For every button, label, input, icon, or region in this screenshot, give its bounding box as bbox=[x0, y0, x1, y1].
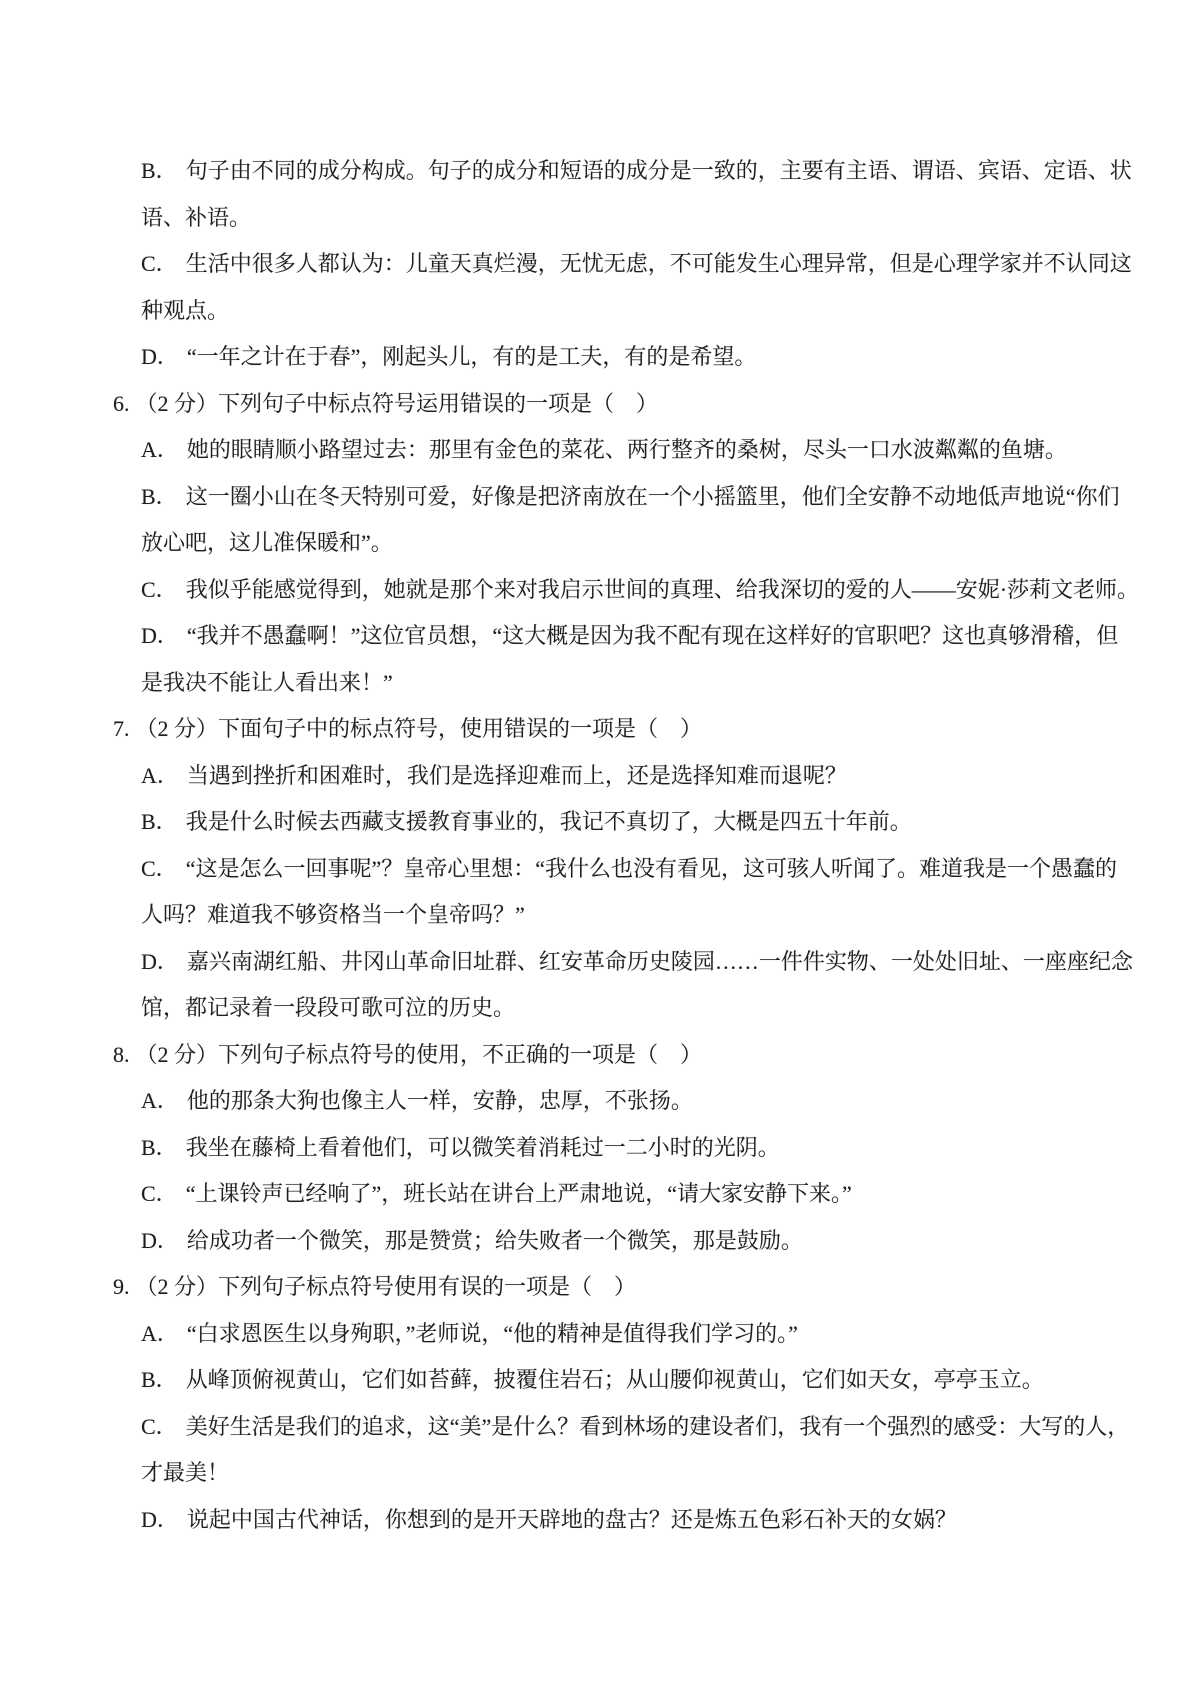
option-text: “白求恩医生以身殉职，”老师说，“他的精神是值得我们学习的。” bbox=[186, 1320, 798, 1346]
option-continuation-line: 种观点。 bbox=[141, 297, 230, 323]
option-a bbox=[113, 1078, 1120, 1125]
option-a bbox=[113, 753, 1120, 800]
option-label: B． bbox=[141, 809, 178, 834]
option-b bbox=[113, 148, 1132, 241]
option-text: 生活中很多人都认为：儿童天真烂漫，无忧无虑，不可能发生心理异常，但是心理学家并不认同这 bbox=[185, 251, 1132, 276]
option-continuation-line: 语、补语。 bbox=[141, 204, 252, 230]
option-line bbox=[141, 799, 1120, 846]
option-text: “这是怎么一回事呢”？皇帝心里想：“我什么也没有看见，这可骇人听闻了。难道我是一个愚蠢的 bbox=[185, 855, 1117, 881]
option-d bbox=[113, 1497, 1120, 1544]
question-block-7 bbox=[113, 706, 1133, 1032]
option-label: A． bbox=[141, 1088, 179, 1113]
option-text: 我似乎能感觉得到，她就是那个来对我启示世间的真理、给我深切的爱的人——安妮·莎莉文老师。 bbox=[185, 576, 1140, 602]
option-label: D． bbox=[141, 623, 179, 648]
option-label: A． bbox=[141, 437, 179, 462]
option-label: D． bbox=[141, 1227, 179, 1253]
option-label: C． bbox=[141, 855, 178, 881]
option-c bbox=[113, 567, 1140, 614]
option-label: B． bbox=[141, 158, 178, 183]
question-block-9 bbox=[113, 1264, 1130, 1543]
question-block-6 bbox=[113, 381, 1140, 707]
option-label: D． bbox=[141, 344, 179, 369]
option-line bbox=[141, 1497, 1120, 1544]
question-stem bbox=[113, 381, 1120, 428]
option-continuation-line: 人吗？难道我不够资格当一个皇帝吗？” bbox=[141, 902, 525, 927]
question-stem bbox=[113, 706, 1120, 753]
option-text: 说起中国古代神话，你想到的是开天辟地的盘古？还是炼五色彩石补天的女娲？ bbox=[186, 1506, 957, 1532]
option-d bbox=[113, 939, 1133, 1032]
option-line bbox=[141, 334, 1120, 381]
option-text: 美好生活是我们的追求，这“美”是什么？看到林场的建设者们，我有一个强烈的感受：大写的人， bbox=[185, 1413, 1130, 1439]
carryover-options-block bbox=[113, 148, 1132, 381]
option-line bbox=[141, 474, 1120, 521]
option-text: “我并不愚蠢啊！”这位官员想，“这大概是因为我不配有现在这样好的官职吧？这也真够滑稽，但 bbox=[186, 623, 1119, 648]
option-text: 给成功者一个微笑，那是赞赏；给失败者一个微笑，那是鼓励。 bbox=[186, 1227, 803, 1253]
option-line bbox=[141, 148, 1132, 195]
question-stem bbox=[113, 1032, 1120, 1079]
option-continuation-line: 才最美！ bbox=[141, 1460, 230, 1485]
option-label: A． bbox=[141, 1320, 179, 1346]
question-number: 9. bbox=[113, 1274, 130, 1299]
option-c bbox=[113, 1404, 1130, 1497]
option-line bbox=[141, 1218, 1120, 1265]
option-continuation-line: 馆，都记录着一段段可歌可泣的历史。 bbox=[141, 995, 516, 1020]
option-text: 这一圈小山在冬天特别可爱，好像是把济南放在一个小摇篮里，他们全安静不动地低声地说“你们 bbox=[185, 483, 1120, 509]
option-line bbox=[141, 1078, 1120, 1125]
option-b bbox=[113, 799, 1120, 846]
option-label: D． bbox=[141, 948, 179, 974]
option-text: 她的眼睛顺小路望过去：那里有金色的菜花、两行整齐的桑树，尽头一口水波粼粼的鱼塘。 bbox=[186, 437, 1067, 462]
option-text: 当遇到挫折和困难时，我们是选择迎难而上，还是选择知难而退呢？ bbox=[186, 762, 847, 788]
question-number: 8. bbox=[113, 1041, 130, 1067]
question-stem-text: （2 分）下列句子标点符号的使用，不正确的一项是（ ） bbox=[135, 1041, 703, 1067]
option-c bbox=[113, 846, 1120, 939]
question-number: 6. bbox=[113, 390, 130, 416]
option-text: 嘉兴南湖红船、井冈山革命旧址群、红安革命历史陵园……一件件实物、一处处旧址、一座座纪念 bbox=[186, 948, 1133, 974]
option-text: 我坐在藤椅上看着他们，可以微笑着消耗过一二小时的光阴。 bbox=[185, 1134, 780, 1160]
option-label: C． bbox=[141, 576, 178, 602]
option-label: D． bbox=[141, 1506, 179, 1532]
option-line bbox=[141, 567, 1140, 614]
option-c bbox=[113, 1171, 1120, 1218]
question-stem-text: （2 分）下列句子标点符号使用有误的一项是（ ） bbox=[135, 1274, 637, 1299]
question-stem bbox=[113, 1264, 1120, 1311]
option-line bbox=[141, 427, 1120, 474]
option-d bbox=[113, 334, 1120, 381]
question-stem-text: （2 分）下面句子中的标点符号，使用错误的一项是（ ） bbox=[135, 716, 703, 741]
option-line bbox=[141, 1171, 1120, 1218]
option-label: C． bbox=[141, 251, 178, 276]
option-b bbox=[113, 474, 1120, 567]
option-c bbox=[113, 241, 1132, 334]
option-label: A． bbox=[141, 762, 179, 788]
option-label: C． bbox=[141, 1413, 178, 1439]
option-label: C． bbox=[141, 1181, 178, 1206]
option-text: “上课铃声已经响了”，班长站在讲台上严肃地说，“请大家安静下来。” bbox=[185, 1181, 852, 1206]
question-number: 7. bbox=[113, 716, 130, 741]
question-stem-text: （2 分）下列句子中标点符号运用错误的一项是（ ） bbox=[135, 390, 659, 416]
option-line bbox=[141, 613, 1120, 660]
option-line bbox=[141, 939, 1133, 986]
option-continuation-line: 是我决不能让人看出来！” bbox=[141, 669, 393, 695]
option-text: “一年之计在于春”，刚起头儿，有的是工夫，有的是希望。 bbox=[186, 344, 757, 369]
option-label: B． bbox=[141, 1134, 178, 1160]
option-line bbox=[141, 241, 1132, 288]
option-label: B． bbox=[141, 483, 178, 509]
option-line bbox=[141, 753, 1120, 800]
option-b bbox=[113, 1357, 1120, 1404]
option-label: B． bbox=[141, 1367, 178, 1392]
option-text: 我是什么时候去西藏支援教育事业的，我记不真切了，大概是四五十年前。 bbox=[185, 809, 912, 834]
option-b bbox=[113, 1125, 1120, 1172]
option-d bbox=[113, 613, 1120, 706]
question-block-8 bbox=[113, 1032, 1120, 1265]
option-line bbox=[141, 1311, 1120, 1358]
option-line bbox=[141, 846, 1120, 893]
option-d bbox=[113, 1218, 1120, 1265]
option-line bbox=[141, 1404, 1130, 1451]
option-continuation-line: 放心吧，这儿准保暖和”。 bbox=[141, 530, 393, 555]
option-line bbox=[141, 1357, 1120, 1404]
option-a bbox=[113, 1311, 1120, 1358]
option-text: 句子由不同的成分构成。句子的成分和短语的成分是一致的，主要有主语、谓语、宾语、定语、状 bbox=[185, 158, 1132, 183]
option-a bbox=[113, 427, 1120, 474]
option-text: 从峰顶俯视黄山，它们如苔藓，披覆住岩石；从山腰仰视黄山，它们如天女，亭亭玉立。 bbox=[185, 1367, 1044, 1392]
option-text: 他的那条大狗也像主人一样，安静，忠厚，不张扬。 bbox=[186, 1088, 693, 1113]
option-line bbox=[141, 1125, 1120, 1172]
